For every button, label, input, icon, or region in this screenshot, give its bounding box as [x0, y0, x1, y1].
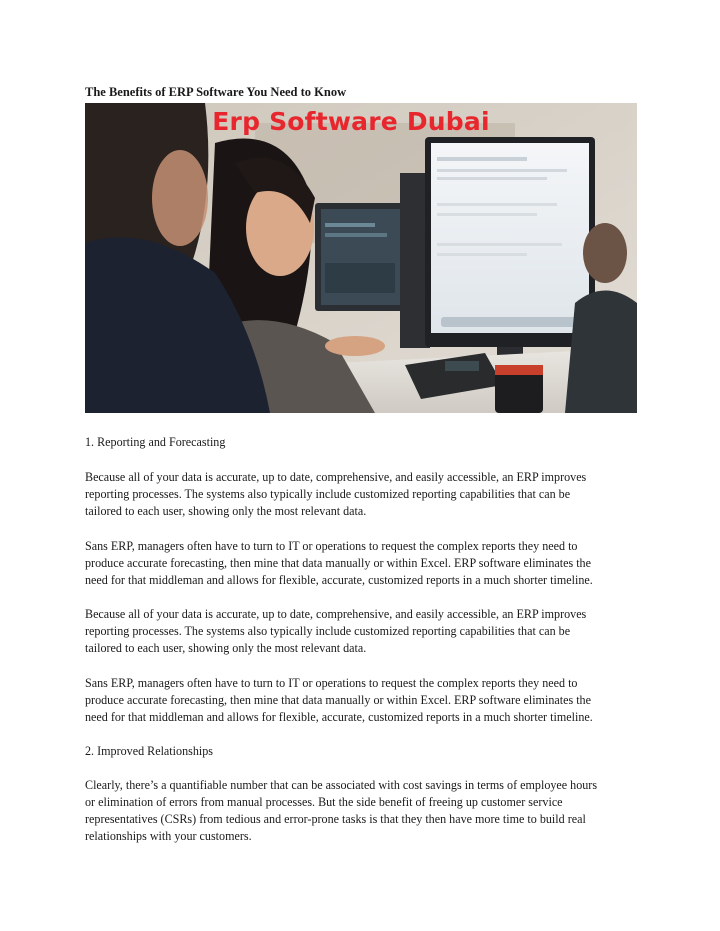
- paragraph-line: representatives (CSRs) from tedious and error-prone tasks is that they then have more time to build real: [85, 812, 586, 826]
- paragraph-line: reporting processes. The systems also typically include customized reporting capabilities that can be: [85, 624, 571, 638]
- image-banner-text: Erp Software Dubai: [212, 107, 490, 136]
- paragraph-line: produce accurate forecasting, then mine that data manually or within Excel. ERP software eliminates the: [85, 693, 591, 707]
- paragraph-line: tailored to each user, showing only the most relevant data.: [85, 641, 367, 655]
- paragraph-2: [85, 538, 645, 589]
- paragraph-line: reporting processes. The systems also typically include customized reporting capabilities that can be: [85, 487, 571, 501]
- section-heading-relationships: 2. Improved Relationships: [85, 744, 213, 758]
- paragraph-line: or elimination of errors from manual processes. But the side benefit of freeing up customer service: [85, 795, 563, 809]
- paragraph-line: need for that middleman and allows for flexible, accurate, customized reports in a much shorter timeline.: [85, 710, 593, 724]
- paragraph-4: [85, 675, 645, 726]
- paragraph-line: relationships with your customers.: [85, 829, 252, 843]
- paragraph-line: Because all of your data is accurate, up to date, comprehensive, and easily accessible, an ERP improves: [85, 607, 587, 621]
- office-photo-illustration: [85, 103, 637, 413]
- paragraph-line: tailored to each user, showing only the most relevant data.: [85, 504, 367, 518]
- paragraph-5: [85, 777, 645, 845]
- paragraph-1: [85, 469, 645, 520]
- document-title: The Benefits of ERP Software You Need to Know: [85, 85, 347, 99]
- paragraph-line: Sans ERP, managers often have to turn to IT or operations to request the complex reports they need to: [85, 539, 578, 553]
- section-heading-reporting: 1. Reporting and Forecasting: [85, 435, 226, 449]
- office-photo: [85, 103, 637, 413]
- paragraph-line: Clearly, there’s a quantifiable number that can be associated with cost savings in terms of employee hours: [85, 778, 598, 792]
- paragraph-3: [85, 606, 645, 657]
- paragraph-line: need for that middleman and allows for flexible, accurate, customized reports in a much shorter timeline.: [85, 573, 593, 587]
- paragraph-line: Because all of your data is accurate, up to date, comprehensive, and easily accessible, an ERP improves: [85, 470, 587, 484]
- paragraph-line: produce accurate forecasting, then mine that data manually or within Excel. ERP software eliminates the: [85, 556, 591, 570]
- paragraph-line: Sans ERP, managers often have to turn to IT or operations to request the complex reports they need to: [85, 676, 578, 690]
